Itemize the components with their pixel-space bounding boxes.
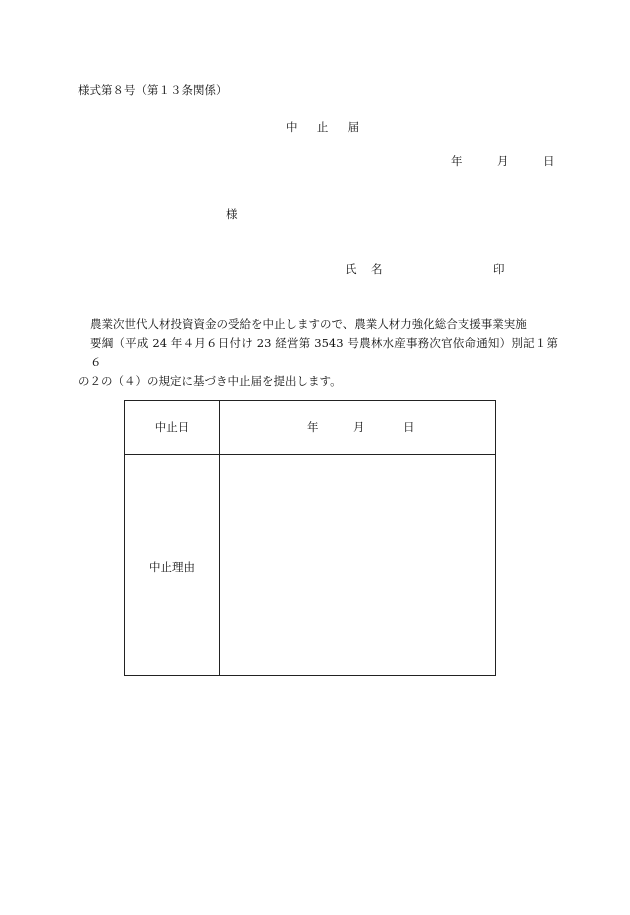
stop-date-day: 日 xyxy=(403,420,415,434)
seal-label: 印 xyxy=(493,262,505,276)
body-line-1: 農業次世代人材投資資金の受給を中止しますので、農業人材力強化総合支援事業実施 xyxy=(90,317,527,331)
name-label-first: 氏 xyxy=(345,262,357,276)
stop-date-label: 中止日 xyxy=(154,420,190,434)
document-title xyxy=(286,122,359,134)
stop-date-year: 年 xyxy=(307,420,319,434)
date-year-label: 年 xyxy=(451,154,463,168)
form-table xyxy=(124,400,496,676)
stop-date-month: 月 xyxy=(353,420,365,434)
title-char-1: 中 xyxy=(286,120,298,134)
body-text xyxy=(78,315,558,391)
table-column-divider xyxy=(219,401,220,675)
date-month-label: 月 xyxy=(497,154,509,168)
addressee-suffix: 様 xyxy=(226,207,238,221)
title-char-2: 止 xyxy=(316,120,329,134)
body-line-2: 要綱（平成 24 年４月６日付け 23 経営第 3543 号農林水産事務次官依命通知）別記１第６ xyxy=(90,336,558,369)
form-number: 様式第８号（第１３条関係） xyxy=(78,83,228,97)
stop-reason-label: 中止理由 xyxy=(149,560,195,574)
table-row-divider xyxy=(125,454,495,455)
body-line-3: の２の（４）の規定に基づき中止届を提出します。 xyxy=(78,374,342,388)
name-label-second: 名 xyxy=(371,262,383,276)
date-day-label: 日 xyxy=(543,154,555,168)
title-char-3: 届 xyxy=(347,120,360,134)
